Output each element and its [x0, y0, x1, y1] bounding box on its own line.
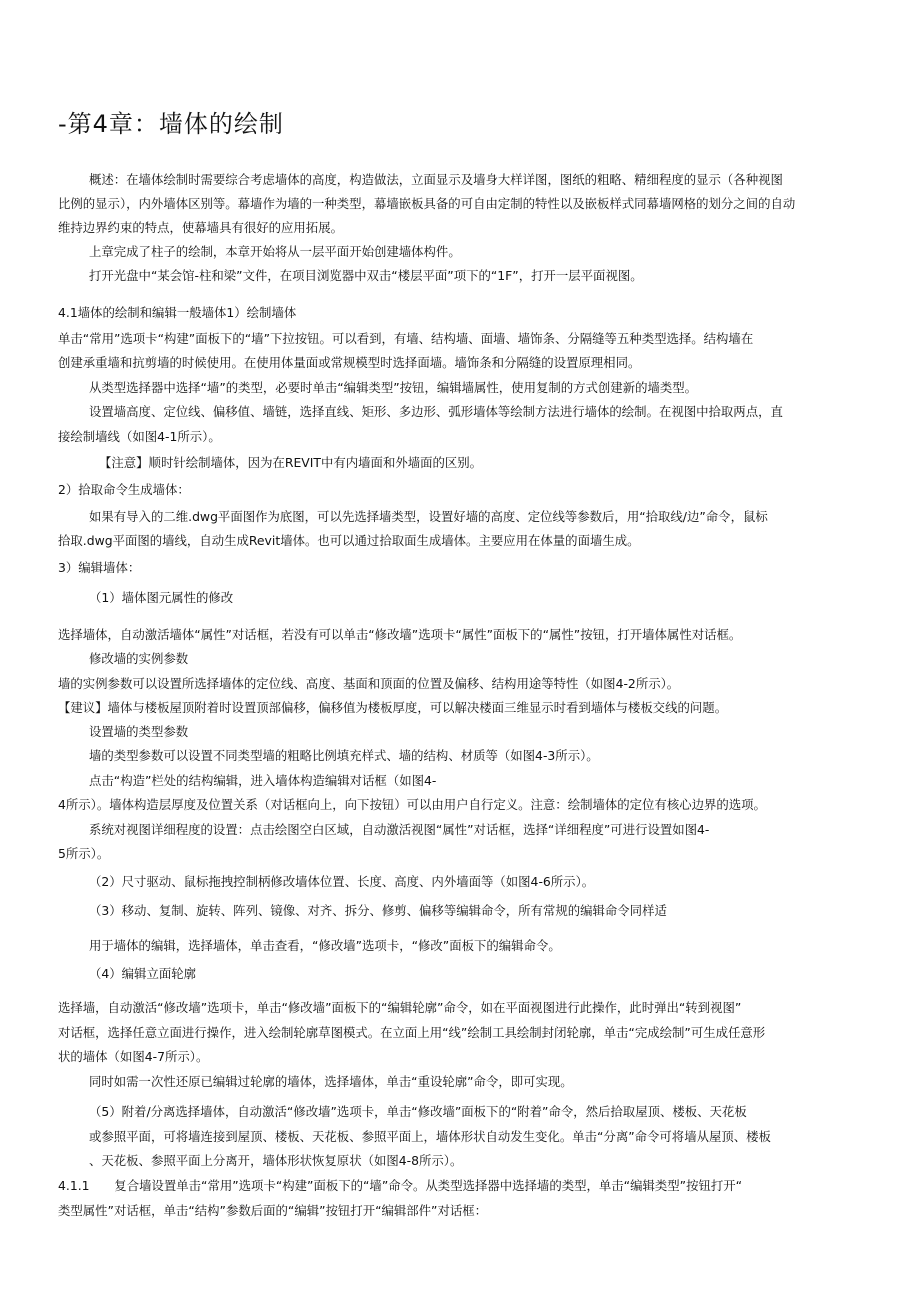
paragraph-line: 、天花板、参照平面上分离开，墙体形状恢复原状（如图4-8所示）。 — [89, 1153, 463, 1168]
paragraph-line: 设置墙的类型参数 — [89, 724, 189, 739]
paragraph-line: 从类型选择器中选择“墙”的类型，必要时单击“编辑类型”按钮，编辑墙属性，使用复制的方式创建新的墙类型。 — [89, 380, 698, 395]
paragraph-line: 比例的显示），内外墙体区别等。幕墙作为墙的一种类型，幕墙嵌板具备的可自由定制的特性以及嵌板样式同幕墙网格的划分之间的自动 — [58, 196, 796, 211]
paragraph-line: 或参照平面，可将墙连接到屋顶、楼板、天花板、参照平面上，墙体形状自动发生变化。单击“分离”命令可将墙从屋顶、楼板 — [89, 1129, 771, 1144]
paragraph-line: 选择墙，自动激活“修改墙”选项卡，单击“修改墙”面板下的“编辑轮廓”命令，如在平面视图进行此操作，此时弹出“转到视图” — [58, 1000, 742, 1015]
list-item: （3）移动、复制、旋转、阵列、镜像、对齐、拆分、修剪、偏移等编辑命令，所有常规的编辑命令同样适 — [89, 903, 667, 918]
paragraph-line: 打开光盘中“某会馆-柱和梁”文件，在项目浏览器中双击“楼层平面”项下的“1F”，打开一层平面视图。 — [89, 268, 643, 283]
paragraph-line: 类型属性”对话框，单击“结构”参数后面的“编辑”按钮打开“编辑部件”对话框： — [58, 1203, 488, 1218]
paragraph-line: 状的墙体（如图4-7所示）。 — [58, 1049, 209, 1064]
paragraph-line: 修改墙的实例参数 — [89, 651, 189, 666]
paragraph-line: 单击“常用”选项卡“构建”面板下的“墙”下拉按钮。可以看到，有墙、结构墙、面墙、墙饰条、分隔缝等五种类型选择。结构墙在 — [58, 331, 754, 346]
paragraph-line: 设置墙高度、定位线、偏移值、墙链，选择直线、矩形、多边形、弧形墙体等绘制方法进行墙体的绘制。在视图中拾取两点，直 — [89, 404, 783, 419]
list-item: （2）尺寸驱动、鼠标拖拽控制柄修改墙体位置、长度、高度、内外墙面等（如图4-6所示）。 — [89, 874, 595, 889]
list-item: （5）附着/分离选择墙体，自动激活“修改墙”选项卡，单击“修改墙”面板下的“附着”命令，然后拾取屋顶、楼板、天花板 — [89, 1104, 747, 1119]
chapter-title: -第4章：墙体的绘制 — [58, 110, 284, 138]
paragraph-line: 点击“构造”栏处的结构编辑，进入墙体构造编辑对话框（如图4- — [89, 773, 437, 788]
paragraph-line: 墙的类型参数可以设置不同类型墙的粗略比例填充样式、墙的结构、材质等（如图4-3所示）。 — [89, 748, 599, 763]
subsection-heading: 3）编辑墙体： — [58, 560, 141, 575]
note-line: 【注意】顺时针绘制墙体，因为在REVIT中有内墙面和外墙面的区别。 — [99, 455, 483, 470]
paragraph-line: 拾取.dwg平面图的墙线，自动生成Revit墙体。也可以通过拾取面生成墙体。主要应用在体量的面墙生成。 — [58, 533, 640, 548]
subsection-heading: 2）拾取命令生成墙体： — [58, 482, 190, 497]
paragraph-line: 5所示）。 — [58, 846, 110, 861]
paragraph-line: 创建承重墙和抗剪墙的时候使用。在使用体量面或常规模型时选择面墙。墙饰条和分隔缝的设置原理相同。 — [58, 355, 641, 370]
list-item: （4）编辑立面轮廓 — [89, 966, 197, 981]
paragraph-line: 概述：在墙体绘制时需要综合考虑墙体的高度，构造做法，立面显示及墙身大样详图，图纸的粗略、精细程度的显示（各种视图 — [89, 172, 783, 187]
paragraph-line: 如果有导入的二维.dwg平面图作为底图，可以先选择墙类型，设置好墙的高度、定位线等参数后，用“拾取线/边”命令，鼠标 — [89, 509, 768, 524]
suggestion-line: 【建议】墙体与楼板屋顶附着时设置顶部偏移，偏移值为楼板厚度，可以解决楼面三维显示时看到墙体与楼板交线的问题。 — [58, 700, 728, 715]
paragraph-line: 墙的实例参数可以设置所选择墙体的定位线、高度、基面和顶面的位置及偏移、结构用途等特性（如图4-2所示）。 — [58, 676, 680, 691]
paragraph-line: 系统对视图详细程度的设置：点击绘图空白区域，自动激活视图“属性”对话框，选择“详细程度”可进行设置如图4- — [89, 822, 710, 837]
section-heading: 4.1墙体的绘制和编辑一般墙体1）绘制墙体 — [58, 305, 297, 320]
paragraph-line: 对话框，选择任意立面进行操作，进入绘制轮廓草图模式。在立面上用“线”绘制工具绘制封闭轮廓，单击“完成绘制”可生成任意形 — [58, 1025, 766, 1040]
paragraph-line: 维持边界约束的特点，使幕墙具有很好的应用拓展。 — [58, 220, 343, 235]
list-item: （1）墙体图元属性的修改 — [89, 590, 234, 605]
paragraph-line: 选择墙体，自动激活墙体“属性”对话框，若没有可以单击“修改墙”选项卡“属性”面板下的“属性”按钮，打开墙体属性对话框。 — [58, 627, 742, 642]
paragraph-line: 接绘制墙线（如图4-1所示）。 — [58, 429, 221, 444]
paragraph-line: 上章完成了柱子的绘制，本章开始将从一层平面开始创建墙体构件。 — [89, 244, 461, 259]
paragraph-line: 4所示）。墙体构造层厚度及位置关系（对话框向上，向下按钮）可以由用户自行定义。注意：绘制墙体的定位有核心边界的选项。 — [58, 797, 766, 812]
section-heading: 4.1.1 复合墙设置单击“常用”选项卡“构建”面板下的“墙”命令。从类型选择器中选择墙的类型，单击“编辑类型”按钮打开“ — [58, 1178, 743, 1193]
paragraph-line: 用于墙体的编辑，选择墙体，单击查看，“修改墙”选项卡，“修改”面板下的编辑命令。 — [89, 938, 561, 953]
paragraph-line: 同时如需一次性还原已编辑过轮廓的墙体，选择墙体，单击“重设轮廓”命令，即可实现。 — [89, 1074, 573, 1089]
